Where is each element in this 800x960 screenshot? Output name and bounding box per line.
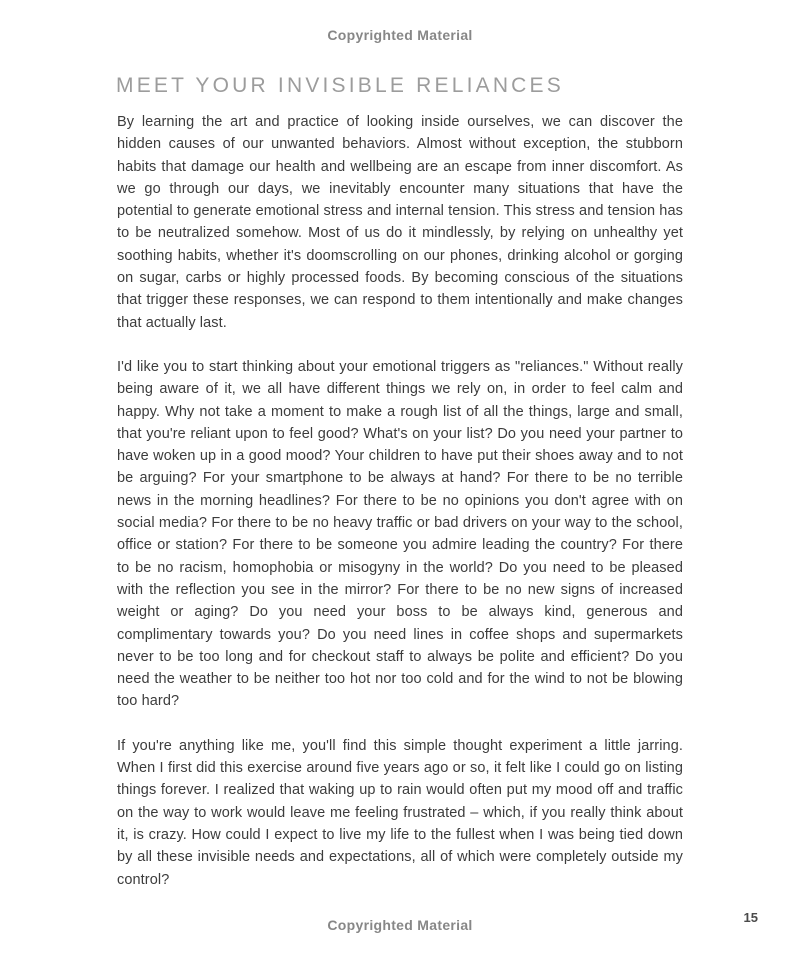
chapter-heading: MEET YOUR INVISIBLE RELIANCES	[116, 74, 564, 98]
copyright-notice-bottom: Copyrighted Material	[327, 917, 473, 933]
copyright-notice-top: Copyrighted Material	[327, 27, 473, 43]
paragraph-2: I'd like you to start thinking about your emotional triggers as "reliances." Without really being aware of it, we all have different things we rely on, in order to feel calm and happy. Why not take a moment to make a rough list of all the things, large and small, that you're reliant upon to feel good? What's on your list? Do you need your partner to have woken up in a good mood? Your children to have put their shoes away and to not be arguing? For your smartphone to be always at hand? For there to be no terrible news in the morning headlines? For there to be no opinions you don't agree with on social media? For there to be no heavy traffic or bad drivers on your way to the school, office or station? For there to be someone you admire leading the country? For there to be no racism, homophobia or misogyny in the world? Do you need to be pleased with the reflection you see in the mirror? For there to be no new signs of increased weight or aging? Do you need your boss to be always kind, generous and complimentary towards you? Do you need lines in coffee shops and supermarkets never to be too long and for checkout staff to always be polite and efficient? Do you need the weather to be neither too hot nor too cold and for the wind to not be blowing too hard?	[117, 358, 683, 710]
paragraph-1: By learning the art and practice of looking inside ourselves, we can discover the hidden causes of our unwanted behaviors. Almost without exception, the stubborn habits that damage our health and wellbeing are an escape from inner discomfort. As we go through our days, we inevitably encounter many situations that have the potential to generate emotional stress and internal tension. This stress and tension has to be neutralized somehow. Most of us do it mindlessly, by relying on unhealthy yet soothing habits, whether it's doomscrolling on our phones, drinking alcohol or gorging on sugar, carbs or highly processed foods. By becoming conscious of the situations that trigger these responses, we can respond to them intentionally and make changes that actually last.	[117, 114, 683, 331]
page-number: 15	[743, 910, 758, 925]
body-text-block	[117, 111, 683, 913]
paragraph-3: If you're anything like me, you'll find this simple thought experiment a little jarring. When I first did this exercise around five years ago or so, it felt like I could go on listing things forever. I realized that waking up to rain would often put my mood off and traffic on the way to work would leave me feeling frustrated – which, if you really think about it, is crazy. How could I expect to live my life to the fullest when I was being tied down by all these invisible needs and expectations, all of which were completely outside my control?	[117, 737, 683, 888]
